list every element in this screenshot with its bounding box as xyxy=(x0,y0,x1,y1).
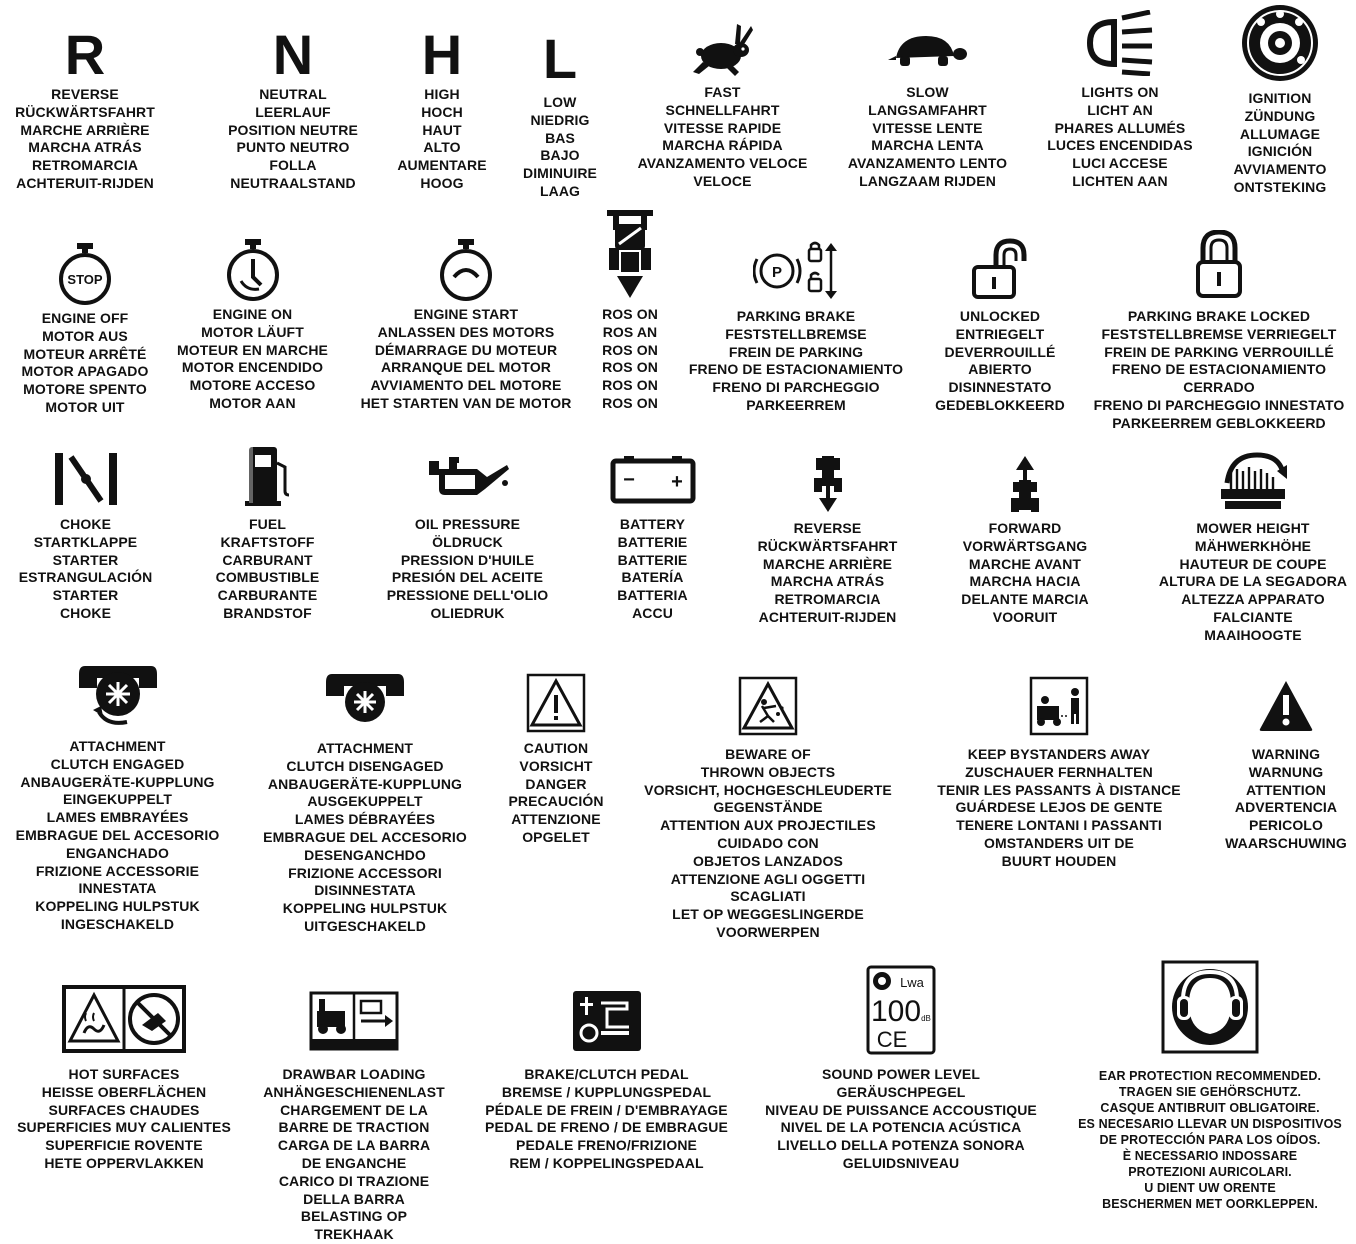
label-line: ANBAUGERÄTE-KUPPLUNG xyxy=(20,773,215,790)
symbol-drawbar-loading xyxy=(254,980,454,1244)
label-line: MOTOR UIT xyxy=(45,398,125,415)
label-line: POSITION NEUTRE xyxy=(228,121,358,138)
label-line: MARCHA ATRÁS xyxy=(770,573,885,590)
label-line: MARCHE ARRIÈRE xyxy=(20,121,150,138)
label-line: HOT SURFACES xyxy=(68,1066,180,1082)
label-line: CHOKE xyxy=(59,516,112,532)
label-line: FREIN DE PARKING VERROUILLÉ xyxy=(1104,343,1334,360)
label-line: GERÄUSCHPEGEL xyxy=(836,1083,966,1100)
label-line: MOTORE SPENTO xyxy=(23,381,147,398)
label-line: ROS ON xyxy=(602,341,658,358)
label-line: ZUSCHAUER FERNHALTEN xyxy=(965,763,1153,780)
label-line: MOTOR AUS xyxy=(42,327,128,344)
label-line: U DIENT UW ORENTE xyxy=(1144,1181,1276,1195)
label-line: DIMINUIRE xyxy=(522,165,597,182)
label-line: BUURT HOUDEN xyxy=(1001,852,1117,869)
label-line: EMBRAGUE DEL ACCESORIO xyxy=(15,826,220,843)
svg-text:dB: dB xyxy=(921,1014,931,1023)
label-line: FORWARD xyxy=(988,520,1062,536)
label-line: FRIZIONE ACCESSORI xyxy=(288,864,442,881)
label-line: VOORUIT xyxy=(992,608,1058,625)
label-line: PEDAL DE FRENO / DE EMBRAGUE xyxy=(485,1119,728,1136)
label-line: ROS AN xyxy=(602,323,658,340)
label-line: ACHTERUIT-RIJDEN xyxy=(758,608,897,625)
label-line: LANGZAAM RIJDEN xyxy=(859,172,996,189)
label-line: WARNUNG xyxy=(1248,763,1324,780)
label-line: LOW xyxy=(543,94,577,110)
label-line: LIVELLO DELLA POTENZA SONORA xyxy=(777,1137,1025,1154)
sound-power-icon xyxy=(866,958,936,1062)
label-line: WAARSCHUWING xyxy=(1225,834,1347,851)
symbol-neutral-n xyxy=(218,23,368,193)
label-line: VITESSE RAPIDE xyxy=(663,119,782,136)
label-line: PRESIÓN DEL ACEITE xyxy=(391,569,544,586)
label-line: BAS xyxy=(545,129,575,146)
label-line: FREIN DE PARKING xyxy=(728,343,864,360)
label-line: PÉDALE DE FREIN / D'EMBRAYAGE xyxy=(485,1101,728,1118)
battery-icon xyxy=(610,446,696,512)
label-line: GEGENSTÄNDE xyxy=(713,799,823,816)
label-line: DE PROTECCIÓN PARA LOS OÍDOS. xyxy=(1099,1133,1321,1147)
label-line: ALTEZZA APPARATO xyxy=(1181,591,1325,608)
label-line: MOTOR ENCENDIDO xyxy=(181,359,324,376)
label-line: HAUT xyxy=(422,121,462,138)
label-line: MOTEUR ARRÊTÉ xyxy=(23,345,147,362)
label-line: FESTSTELLBREMSE VERRIEGELT xyxy=(1101,325,1337,342)
label-line: HAUTEUR DE COUPE xyxy=(1179,555,1327,572)
label-line: AVANZAMENTO VELOCE xyxy=(637,155,808,172)
label-line: PARKEERREM GEBLOKKEERD xyxy=(1112,414,1326,431)
label-line: INGESCHAKELD xyxy=(60,915,175,932)
label-line: ADVERTENCIA xyxy=(1234,799,1338,816)
label-line: SUPERFICIES MUY CALIENTES xyxy=(17,1119,231,1136)
headlight-icon xyxy=(1084,6,1156,80)
label-line: IGNITION xyxy=(1248,90,1312,106)
label-line: MOTOR LÄUFT xyxy=(201,323,304,340)
clutch-disengaged-icon xyxy=(324,656,406,736)
label-line: ATTENZIONE AGLI OGGETTI xyxy=(670,870,866,887)
label-line: TRAGEN SIE GEHÖRSCHUTZ. xyxy=(1118,1085,1302,1099)
label-line: CARICO DI TRAZIONE xyxy=(278,1172,430,1189)
tractor-reverse-icon xyxy=(813,452,843,516)
symbol-ignition xyxy=(1215,0,1345,197)
label-line: GUÁRDESE LEJOS DE GENTE xyxy=(955,799,1163,816)
label-line: THROWN OBJECTS xyxy=(700,763,836,780)
turtle-icon xyxy=(888,20,968,80)
label-line: ENGINE ON xyxy=(212,306,293,322)
label-line: NIEDRIG xyxy=(530,111,590,128)
label-line: HEISSE OBERFLÄCHEN xyxy=(41,1083,207,1100)
label-line: CASQUE ANTIBRUIT OBLIGATOIRE. xyxy=(1100,1101,1320,1115)
label-line: BARRE DE TRACTION xyxy=(278,1119,430,1136)
label-line: PARKING BRAKE LOCKED xyxy=(1127,308,1311,324)
label-line: LICHT AN xyxy=(1087,101,1153,118)
label-line: CHARGEMENT DE LA xyxy=(280,1101,428,1118)
svg-text:CE: CE xyxy=(876,1027,908,1052)
label-line: CAUTION xyxy=(523,740,589,756)
label-line: CARGA DE LA BARRA xyxy=(277,1137,431,1154)
letter-h-icon: H xyxy=(421,23,463,86)
hare-icon xyxy=(691,20,755,80)
label-line: BREMSE / KUPPLUNGSPEDAL xyxy=(501,1083,712,1100)
label-line: CLUTCH ENGAGED xyxy=(50,755,185,772)
label-line: MARCHA ATRÁS xyxy=(28,139,142,156)
symbol-mower-height xyxy=(1148,446,1356,645)
label-line: ATTENTION xyxy=(1246,781,1326,798)
label-line: PERICOLO xyxy=(1249,817,1323,834)
label-line: UNLOCKED xyxy=(959,308,1041,324)
label-line: FRENO DI PARCHEGGIO INNESTATO xyxy=(1093,396,1345,413)
label-line: BATTERY xyxy=(619,516,686,532)
label-line: GEDEBLOKKEERD xyxy=(935,396,1065,413)
label-line: HOOG xyxy=(420,174,464,191)
label-line: RETROMARCIA xyxy=(31,157,139,174)
label-line: SUPERFICIE ROVENTE xyxy=(45,1137,203,1154)
symbol-attachment-disengaged xyxy=(250,656,480,936)
label-line: DISINNESTATO xyxy=(948,379,1052,396)
label-line: CHOKE xyxy=(59,604,112,621)
label-line: ACCU xyxy=(632,604,673,621)
label-line: INNESTATA xyxy=(78,880,157,897)
symbol-hot-surfaces xyxy=(8,976,240,1173)
label-line: FAST xyxy=(704,84,741,100)
label-line: LUCI ACCESE xyxy=(1072,155,1168,172)
label-line: DELANTE MARCIA xyxy=(961,591,1089,608)
symbol-engine-on xyxy=(170,236,335,413)
symbol-engine-off xyxy=(10,240,160,417)
label-line: OLIEDRUK xyxy=(430,604,505,621)
label-line: SURFACES CHAUDES xyxy=(48,1101,200,1118)
label-line: ENGINE START xyxy=(413,306,519,322)
label-line: ANLASSEN DES MOTORS xyxy=(377,323,555,340)
warning-triangle-icon xyxy=(1258,670,1314,742)
label-line: FUEL xyxy=(249,516,286,532)
label-line: MOWER HEIGHT xyxy=(1196,520,1310,536)
symbol-brake-clutch-pedal xyxy=(474,980,739,1173)
label-line: LEERLAUF xyxy=(255,103,331,120)
label-line: KRAFTSTOFF xyxy=(220,533,315,550)
symbol-reverse-tractor xyxy=(745,452,910,627)
label-line: FRENO DE ESTACIONAMIENTO xyxy=(688,361,904,378)
label-line: NIVEAU DE PUISSANCE ACCOUSTIQUE xyxy=(765,1101,1037,1118)
label-line: KOPPELING HULPSTUK xyxy=(282,900,448,917)
label-line: VORWÄRTSGANG xyxy=(962,537,1088,554)
label-line: BATTERIE xyxy=(617,533,688,550)
label-line: CARBURANT xyxy=(222,551,313,568)
label-line: RETROMARCIA xyxy=(774,591,881,608)
label-line: PUNTO NEUTRO xyxy=(236,139,350,156)
label-line: BATTERIA xyxy=(617,587,688,604)
symbol-unlocked xyxy=(925,234,1075,415)
label-lines xyxy=(15,86,155,193)
label-line: GELUIDSNIVEAU xyxy=(842,1154,960,1171)
label-line: VITESSE LENTE xyxy=(872,119,983,136)
symbol-battery xyxy=(600,446,705,623)
label-line: UITGESCHAKELD xyxy=(304,917,426,934)
label-line: ZÜNDUNG xyxy=(1244,107,1316,124)
label-line: HETE OPPERVLAKKEN xyxy=(44,1154,204,1171)
label-line: FRIZIONE ACCESSORIE xyxy=(35,862,200,879)
svg-text:+: + xyxy=(670,471,683,493)
label-line: SCAGLIATI xyxy=(730,888,806,905)
label-line: ROS ON xyxy=(602,377,658,394)
svg-text:P: P xyxy=(771,264,783,281)
label-line: NEUTRAALSTAND xyxy=(230,174,356,191)
label-line: FRENO DI PARCHEGGIO xyxy=(712,379,880,396)
symbol-parking-brake xyxy=(680,238,912,415)
symbol-caution xyxy=(500,670,612,847)
label-line: BRANDSTOF xyxy=(223,604,312,621)
symbol-bystanders xyxy=(925,670,1193,871)
label-line: EAR PROTECTION RECOMMENDED. xyxy=(1098,1069,1322,1083)
label-line: TENERE LONTANI I PASSANTI xyxy=(956,817,1162,834)
label-line: BESCHERMEN MET OORKLEPPEN. xyxy=(1102,1197,1318,1211)
label-line: ROS ON xyxy=(602,394,658,411)
clutch-engaged-icon xyxy=(77,656,159,734)
label-line: MÄHWERKHÖHE xyxy=(1194,537,1312,554)
label-line: REVERSE xyxy=(793,520,862,536)
tractor-forward-icon xyxy=(1010,452,1040,516)
label-line: PARKING BRAKE xyxy=(736,308,856,324)
svg-text:STOP: STOP xyxy=(67,272,103,287)
label-line: LIGHTS ON xyxy=(1081,84,1159,100)
label-line: SLOW xyxy=(906,84,949,100)
label-line: STARTER xyxy=(52,587,119,604)
label-line: VELOCE xyxy=(693,172,752,189)
label-line: LUCES ENCENDIDAS xyxy=(1047,137,1193,154)
label-line: LANGSAMFAHRT xyxy=(868,101,987,118)
label-line: STARTKLAPPE xyxy=(33,533,138,550)
label-line: ÖLDRUCK xyxy=(432,533,503,550)
label-line: EINGEKUPPELT xyxy=(62,791,173,808)
letter-r-icon: R xyxy=(64,23,106,86)
engine-on-icon xyxy=(225,236,281,302)
label-line: WARNING xyxy=(1251,746,1321,762)
label-line: BRAKE/CLUTCH PEDAL xyxy=(524,1066,689,1082)
label-line: CERRADO xyxy=(1183,379,1255,396)
label-line: OMSTANDERS UIT DE xyxy=(983,834,1134,851)
label-line: PRESSION D'HUILE xyxy=(400,551,535,568)
parking-brake-icon xyxy=(753,238,839,304)
label-line: FRENO DE ESTACIONAMIENTO xyxy=(1111,361,1327,378)
label-line: RÜCKWÄRTSFAHRT xyxy=(757,537,898,554)
label-line: STARTER xyxy=(52,551,119,568)
label-line: MOTOR APAGADO xyxy=(21,363,149,380)
label-line: RÜCKWÄRTSFAHRT xyxy=(15,103,155,120)
symbol-parking-brake-locked xyxy=(1083,226,1355,433)
symbol-choke xyxy=(8,446,163,623)
symbol-oil-pressure xyxy=(370,446,565,623)
label-line: REM / KOPPELINGSPEDAAL xyxy=(509,1154,704,1171)
label-line: OBJETOS LANZADOS xyxy=(693,852,843,869)
pedal-icon xyxy=(571,980,643,1062)
label-line: ABIERTO xyxy=(968,361,1032,378)
label-line: MOTORE ACCESO xyxy=(189,377,316,394)
label-line: ATTACHMENT xyxy=(316,740,414,756)
label-line: ENGANCHADO xyxy=(66,844,169,861)
drawbar-icon xyxy=(309,980,399,1062)
symbol-reverse-r xyxy=(5,23,165,193)
label-line: DRAWBAR LOADING xyxy=(282,1066,426,1082)
label-line: DISINNESTATA xyxy=(314,882,416,899)
label-line: DELLA BARRA xyxy=(303,1190,405,1207)
label-line: HET STARTEN VAN DE MOTOR xyxy=(360,394,572,411)
label-line: TENIR LES PASSANTS À DISTANCE xyxy=(937,781,1181,798)
label-line: BEWARE OF xyxy=(725,746,811,762)
label-line: VORSICHT, HOCHGESCHLEUDERTE xyxy=(644,781,892,798)
label-line: ROS ON xyxy=(602,306,658,322)
label-line: CARBURANTE xyxy=(217,587,318,604)
letter-n-icon: N xyxy=(272,23,314,86)
ros-icon xyxy=(605,206,655,302)
label-line: AVANZAMENTO LENTO xyxy=(847,155,1008,172)
label-line: FOLLA xyxy=(269,157,317,174)
hot-surfaces-icon xyxy=(62,976,186,1062)
label-line: MAAIHOOGTE xyxy=(1204,626,1302,643)
svg-text:100: 100 xyxy=(870,995,922,1028)
label-line: AUMENTARE xyxy=(397,157,487,174)
label-line: ATTENTION AUX PROJECTILES xyxy=(660,817,876,834)
label-line: ATTENZIONE xyxy=(511,811,601,828)
label-line: PRECAUCIÓN xyxy=(508,793,604,810)
symbol-engine-start xyxy=(350,236,582,413)
oil-can-icon xyxy=(427,446,509,512)
label-line: BAJO xyxy=(540,147,580,164)
label-line: TREKHAAK xyxy=(314,1226,394,1243)
label-line: IGNICIÓN xyxy=(1247,143,1313,160)
label-line: PARKEERREM xyxy=(746,396,846,413)
label-line: ENGINE OFF xyxy=(41,310,129,326)
label-line: REVERSE xyxy=(51,86,119,102)
label-line: BATTERIE xyxy=(617,551,688,568)
label-line: HIGH xyxy=(424,86,460,102)
label-line: MARCHE ARRIÈRE xyxy=(762,555,893,572)
label-line: SOUND POWER LEVEL xyxy=(821,1066,981,1082)
label-line: AUSGEKUPPELT xyxy=(307,793,423,810)
label-line: FESTSTELLBREMSE xyxy=(725,325,867,342)
label-line: HOCH xyxy=(421,103,463,120)
caution-triangle-icon xyxy=(526,670,586,736)
label-line: ANBAUGERÄTE-KUPPLUNG xyxy=(267,775,463,792)
label-line: NIVEL DE LA POTENCIA ACÚSTICA xyxy=(780,1119,1022,1136)
ignition-icon xyxy=(1239,0,1321,86)
label-line: ARRANQUE DEL MOTOR xyxy=(380,359,552,376)
label-line: ANHÄNGESCHIENENLAST xyxy=(263,1083,445,1100)
label-line: ES NECESARIO LLEVAR UN DISPOSITIVOS xyxy=(1078,1117,1342,1131)
label-line: LAMES DÉBRAYÉES xyxy=(294,811,436,828)
label-line: MOTEUR EN MARCHE xyxy=(177,341,328,358)
symbol-sound-power xyxy=(752,958,1050,1173)
symbol-thrown-objects xyxy=(634,670,902,942)
label-line: AVVIAMENTO xyxy=(1233,161,1327,178)
label-line: DE ENGANCHE xyxy=(301,1154,407,1171)
symbol-lights-on xyxy=(1040,6,1200,191)
label-line: SCHNELLFAHRT xyxy=(665,101,780,118)
label-line: MARCHA LENTA xyxy=(871,137,984,154)
svg-text:Lwa: Lwa xyxy=(900,975,924,990)
label-line: CLUTCH DISENGAGED xyxy=(286,757,444,774)
label-line: OPGELET xyxy=(522,828,590,845)
label-line: DESENGANCHDO xyxy=(304,846,426,863)
symbol-fast xyxy=(625,20,820,191)
label-line: MARCHE AVANT xyxy=(968,555,1082,572)
engine-stop-icon xyxy=(57,240,113,306)
label-line: LAAG xyxy=(539,182,581,199)
label-line: ESTRANGULACIÓN xyxy=(18,569,153,586)
letter-l-icon: L xyxy=(542,27,578,90)
label-line: PHARES ALLUMÉS xyxy=(1054,119,1186,136)
symbol-slow xyxy=(835,20,1020,191)
choke-icon xyxy=(51,446,121,512)
ear-protection-icon xyxy=(1161,950,1259,1064)
symbol-fuel xyxy=(195,440,340,623)
label-line: PROTEZIONI AURICOLARI. xyxy=(1128,1165,1292,1179)
label-line: NEUTRAL xyxy=(259,86,327,102)
label-line: COMBUSTIBLE xyxy=(215,569,320,586)
label-line: PEDALE FRENO/FRIZIONE xyxy=(516,1137,697,1154)
symbol-high-h xyxy=(387,23,497,193)
label-line: BATERÍA xyxy=(621,569,684,586)
label-line: FALCIANTE xyxy=(1213,608,1293,625)
label-line: BELASTING OP xyxy=(300,1208,408,1225)
bystanders-icon xyxy=(1029,670,1089,742)
label-line: È NECESSARIO INDOSSARE xyxy=(1122,1149,1298,1163)
symbol-attachment-engaged xyxy=(5,656,230,934)
label-line: VORSICHT xyxy=(519,757,593,774)
thrown-objects-icon xyxy=(738,670,798,742)
label-line: ONTSTEKING xyxy=(1233,178,1327,195)
symbol-ros-on xyxy=(590,206,670,413)
symbol-forward xyxy=(950,452,1100,627)
label-line: KEEP BYSTANDERS AWAY xyxy=(967,746,1151,762)
label-line: MARCHA HACIA xyxy=(969,573,1081,590)
engine-start-icon xyxy=(438,236,494,302)
label-line: LICHTEN AAN xyxy=(1072,172,1168,189)
label-line: ROS ON xyxy=(602,359,658,376)
label-line: ALLUMAGE xyxy=(1239,125,1321,142)
label-line: PRESSIONE DELL'OLIO xyxy=(386,587,549,604)
label-line: DÉMARRAGE DU MOTEUR xyxy=(374,341,558,358)
label-line: MOTOR AAN xyxy=(209,394,296,411)
label-line: DEVERROUILLÉ xyxy=(944,343,1056,360)
label-line: DANGER xyxy=(525,775,587,792)
svg-text:−: − xyxy=(622,469,635,491)
unlocked-icon xyxy=(970,234,1030,304)
symbol-low-l xyxy=(510,28,610,201)
mower-height-icon xyxy=(1217,446,1289,516)
label-line: LET OP WEGGESLINGERDE xyxy=(672,906,864,923)
label-line: ENTRIEGELT xyxy=(955,325,1045,342)
label-line: EMBRAGUE DEL ACCESORIO xyxy=(263,828,467,845)
label-line: VOORWERPEN xyxy=(716,923,820,940)
label-line: AVVIAMENTO DEL MOTORE xyxy=(370,377,562,394)
label-line: MARCHA RÁPIDA xyxy=(662,137,783,154)
label-line: OIL PRESSURE xyxy=(414,516,521,532)
label-line: KOPPELING HULPSTUK xyxy=(35,898,200,915)
symbol-ear-protection xyxy=(1064,950,1356,1212)
label-line: ACHTERUIT-RIJDEN xyxy=(16,174,154,191)
label-line: CUIDADO CON xyxy=(717,834,819,851)
locked-icon xyxy=(1195,226,1243,304)
label-line: LAMES EMBRAYÉES xyxy=(46,809,189,826)
label-line: ATTACHMENT xyxy=(69,738,166,754)
label-line: ALTURA DE LA SEGADORA xyxy=(1158,573,1348,590)
fuel-icon xyxy=(243,440,293,512)
label-line: ALTO xyxy=(423,139,461,156)
symbol-warning xyxy=(1212,670,1356,853)
